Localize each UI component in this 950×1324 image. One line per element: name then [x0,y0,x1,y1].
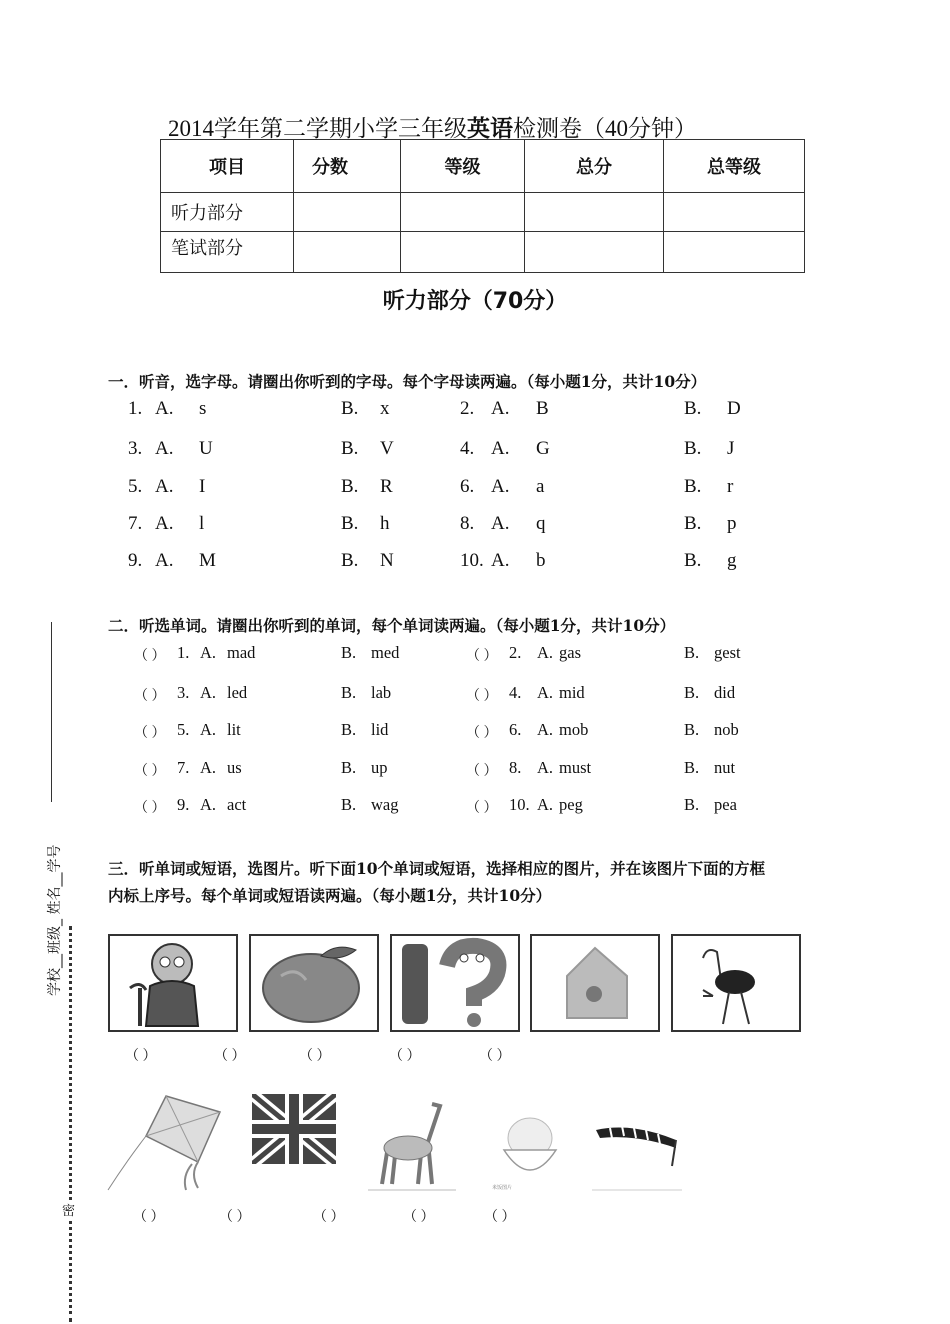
option-a-letter[interactable]: a [536,476,545,497]
answer-box[interactable]: （ ） [466,764,498,779]
option-b-label: B. [684,513,702,534]
option-b-label: B. [341,476,359,497]
answer-box[interactable]: （ ） [219,1210,251,1225]
option-a-label: A. [200,720,217,739]
answer-box[interactable]: （ ） [134,649,166,664]
option-a-word[interactable]: gas [559,643,581,662]
section1-title: 一．听音，选字母。请圈出你听到的字母。每个字母读两遍。（每小题1分，共计10分） [108,372,707,391]
option-a-label: A. [491,398,510,419]
picture-tiger-tail [592,1118,682,1192]
question-number: 5. [128,476,143,497]
answer-box[interactable]: （ ） [313,1210,345,1225]
option-b-word[interactable]: lab [371,683,392,702]
option-a-word[interactable]: peg [559,795,583,814]
option-a-label: A. [200,795,217,814]
question-number: 9. [128,550,143,571]
picture-giraffe [366,1098,458,1192]
option-a-label: A. [200,683,217,702]
option-a-word[interactable]: lit [227,720,241,739]
answer-box[interactable]: （ ） [133,1210,165,1225]
score-header-total: 总分 [525,140,664,193]
question-number: 8. [509,758,522,777]
question-number: 7. [177,758,190,777]
answer-box[interactable]: （ ） [389,1049,421,1064]
option-b-label: B. [684,720,700,739]
score-cell[interactable] [294,193,401,232]
option-b-letter[interactable]: g [727,550,737,571]
option-a-word[interactable]: must [559,758,592,777]
seal-line [69,926,72,1322]
option-b-letter[interactable]: h [380,513,390,534]
option-b-word[interactable]: lid [371,720,389,739]
answer-box[interactable]: （ ） [466,801,498,816]
score-header-total-grade: 总等级 [664,140,805,193]
answer-box[interactable]: （ ） [134,726,166,741]
option-a-label: A. [200,643,217,662]
option-a-letter[interactable]: q [536,513,546,534]
question-number: 8. [460,513,475,534]
option-a-word[interactable]: mob [559,720,589,739]
option-a-word[interactable]: us [227,758,242,777]
option-b-label: B. [684,438,702,459]
question-number: 10. [509,795,530,814]
question-number: 9. [177,795,190,814]
option-b-letter[interactable]: r [727,476,734,497]
answer-box[interactable]: （ ） [403,1210,435,1225]
option-b-letter[interactable]: R [380,476,393,497]
option-b-label: B. [341,398,359,419]
answer-box[interactable]: （ ） [125,1049,157,1064]
option-a-label: A. [491,513,510,534]
option-b-label: B. [341,758,357,777]
option-a-label: A. [537,720,554,739]
answer-box[interactable]: （ ） [466,649,498,664]
option-a-label: A. [200,758,217,777]
option-b-word[interactable]: did [714,683,736,702]
option-b-word[interactable]: wag [371,795,399,814]
answer-box[interactable]: （ ） [214,1049,246,1064]
seal-label: 密 [62,1200,75,1219]
student-info-line [51,622,52,802]
answer-box[interactable]: （ ） [466,726,498,741]
student-info-label: 学校__班级_ 姓名__学号 [47,844,63,996]
option-a-word[interactable]: led [227,683,248,702]
option-b-label: B. [684,550,702,571]
option-a-letter[interactable]: U [199,438,213,459]
score-row-listening: 听力部分 [161,193,294,232]
picture-peach [249,934,379,1032]
title-text: 2014学年第二学期小学三年级 [168,116,467,141]
score-header-score: 分数 [294,140,401,193]
answer-box[interactable]: （ ） [134,689,166,704]
option-a-word[interactable]: mad [227,643,256,662]
option-a-label: A. [491,438,510,459]
picture-birdhouse [530,934,660,1032]
option-a-letter[interactable]: I [199,476,206,497]
section3-title-line1: 三．听单词或短语，选图片。听下面10个单词或短语，选择相应的图片，并在该图片下面的方框 [108,859,766,878]
option-a-letter[interactable]: M [199,550,216,571]
option-b-word[interactable]: nut [714,758,736,777]
section2-title: 二．听选单词。请圈出你听到的单词，每个单词读两遍。（每小题1分，共计10分） [108,616,676,635]
question-number: 10. [460,550,484,571]
score-cell[interactable] [525,193,664,232]
option-b-label: B. [341,643,357,662]
option-b-label: B. [341,550,359,571]
title-duration: 检测卷（40分钟） [513,116,697,141]
option-a-letter[interactable]: G [536,438,550,459]
score-table [160,139,805,273]
option-a-label: A. [155,476,174,497]
option-b-label: B. [684,683,700,702]
question-number: 6. [509,720,522,739]
option-a-label: A. [155,398,174,419]
option-a-label: A. [537,758,554,777]
option-b-label: B. [341,795,357,814]
score-cell[interactable] [525,232,664,273]
question-number: 4. [509,683,522,702]
option-b-letter[interactable]: x [380,398,390,419]
option-a-letter[interactable]: s [199,398,207,419]
option-b-letter[interactable]: p [727,513,737,534]
option-b-label: B. [341,513,359,534]
option-b-label: B. [684,476,702,497]
answer-box[interactable]: （ ） [479,1049,511,1064]
option-a-letter[interactable]: l [199,513,205,534]
question-number: 1. [128,398,143,419]
option-a-label: A. [537,643,554,662]
option-b-letter[interactable]: N [380,550,394,571]
option-b-label: B. [341,683,357,702]
option-b-word[interactable]: gest [714,643,741,662]
answer-box[interactable]: （ ） [484,1210,516,1225]
picture-uk-flag [252,1094,336,1164]
picture-rice-bowl [488,1098,572,1192]
question-number: 2. [460,398,475,419]
question-number: 2. [509,643,522,662]
score-cell[interactable] [664,193,805,232]
picture-kite [106,1092,230,1192]
title-subject: 英语 [467,116,513,141]
picture-question-mark [390,934,520,1032]
question-number: 3. [177,683,190,702]
option-b-label: B. [684,643,700,662]
option-b-letter[interactable]: D [727,398,741,419]
option-b-label: B. [341,438,359,459]
section3-title-line2: 内标上序号。每个单词或短语读两遍。（每小题1分，共计10分） [108,886,552,905]
question-number: 6. [460,476,475,497]
option-a-label: A. [537,795,554,814]
score-cell[interactable] [294,232,401,273]
score-cell[interactable] [401,232,525,273]
listening-heading: 听力部分（70分） [382,289,568,314]
option-a-label: A. [155,513,174,534]
option-a-label: A. [155,438,174,459]
option-a-label: A. [491,550,510,571]
option-b-label: B. [684,758,700,777]
option-b-word[interactable]: pea [714,795,737,814]
answer-box[interactable]: （ ） [466,689,498,704]
option-a-letter[interactable]: b [536,550,546,571]
question-number: 4. [460,438,475,459]
question-number: 3. [128,438,143,459]
option-a-label: A. [537,683,554,702]
option-a-word[interactable]: mid [559,683,585,702]
score-cell[interactable] [401,193,525,232]
option-b-label: B. [341,720,357,739]
picture-ostrich [671,934,801,1032]
option-a-word[interactable]: act [227,795,247,814]
score-row-writing: 笔试部分 [161,232,294,273]
answer-box[interactable]: （ ） [134,764,166,779]
option-b-word[interactable]: med [371,643,400,662]
question-number: 5. [177,720,190,739]
rice-caption: 米饭图片 [492,1185,513,1191]
question-number: 7. [128,513,143,534]
option-b-word[interactable]: nob [714,720,739,739]
score-header-item: 项目 [161,140,294,193]
option-b-label: B. [684,398,702,419]
score-header-grade: 等级 [401,140,525,193]
answer-box[interactable]: （ ） [299,1049,331,1064]
option-b-letter[interactable]: J [727,438,735,459]
answer-box[interactable]: （ ） [134,801,166,816]
question-number: 1. [177,643,190,662]
option-b-word[interactable]: up [371,758,388,777]
option-a-letter[interactable]: B [536,398,549,419]
option-a-label: A. [155,550,174,571]
option-a-label: A. [491,476,510,497]
score-cell[interactable] [664,232,805,273]
option-b-letter[interactable]: V [380,438,394,459]
picture-old-man [108,934,238,1032]
option-b-label: B. [684,795,700,814]
